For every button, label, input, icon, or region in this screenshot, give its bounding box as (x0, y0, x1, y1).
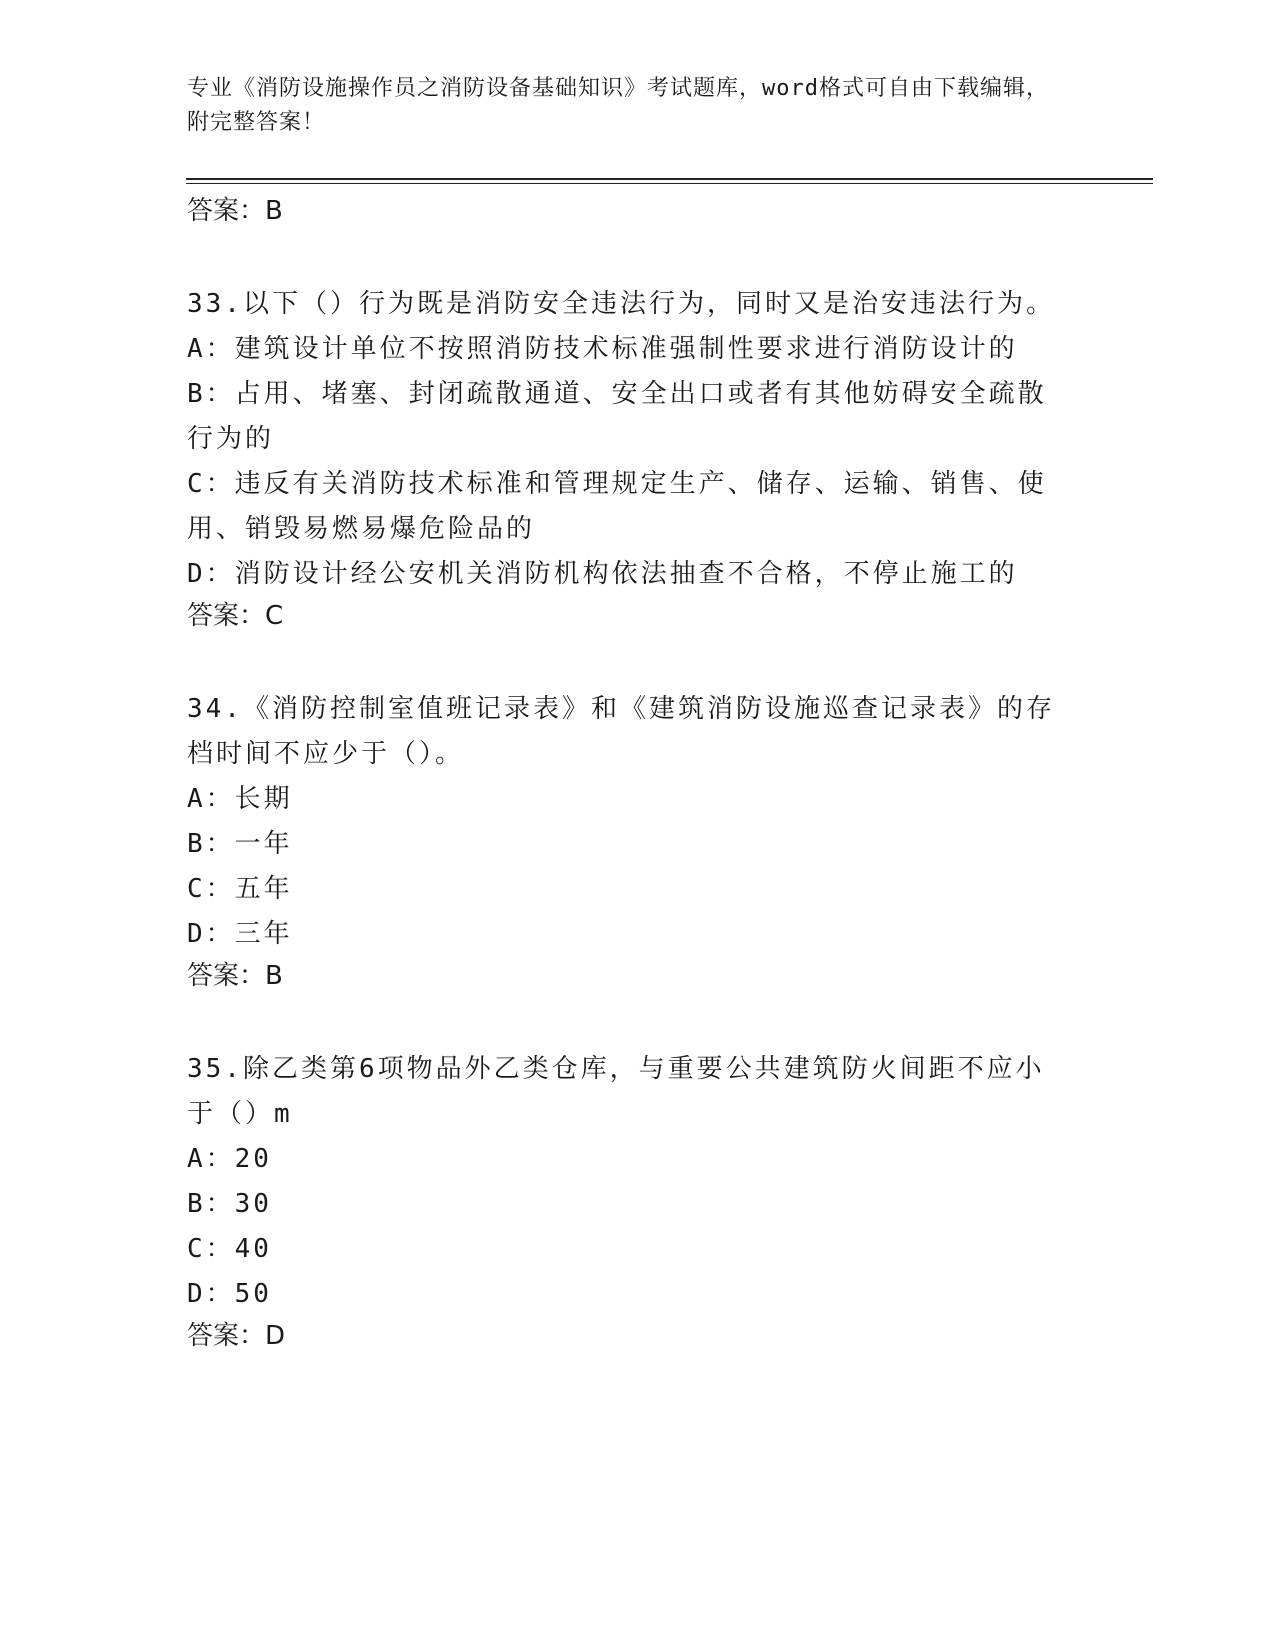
question-content (187, 192, 1067, 1355)
option-c: C：40 (187, 1234, 272, 1264)
page-header: 专业《消防设施操作员之消防设备基础知识》考试题库，word格式可自由下载编辑，附完整答案！ (187, 76, 1049, 135)
option-d: D：50 (187, 1279, 272, 1309)
question-stem: 33.以下（）行为既是消防安全违法行为，同时又是治安违法行为。 (187, 289, 1055, 319)
header-rule-thin (186, 183, 1153, 184)
question-block-34 (187, 687, 1067, 995)
option-a: A：长期 (187, 784, 293, 814)
option-b: B：占用、堵塞、封闭疏散通道、安全出口或者有其他妨碍安全疏散行为的 (187, 379, 1047, 454)
option-b: B：一年 (187, 829, 293, 859)
option-d: D：三年 (187, 919, 293, 949)
option-b: B：30 (187, 1189, 272, 1219)
option-c: C：五年 (187, 874, 293, 904)
answer-line: 答案：B (187, 196, 283, 226)
question-block-35 (187, 1047, 1067, 1355)
option-a: A：20 (187, 1144, 272, 1174)
question-stem: 35.除乙类第6项物品外乙类仓库，与重要公共建筑防火间距不应小于（）m (187, 1054, 1045, 1129)
option-a: A：建筑设计单位不按照消防技术标准强制性要求进行消防设计的 (187, 334, 1018, 364)
option-c: C：违反有关消防技术标准和管理规定生产、储存、运输、销售、使用、销毁易燃易爆危险品的 (187, 469, 1047, 544)
option-d: D：消防设计经公安机关消防机构依法抽查不合格，不停止施工的 (187, 559, 1018, 589)
header-rule (186, 178, 1153, 180)
question-stem: 34.《消防控制室值班记录表》和《建筑消防设施巡查记录表》的存档时间不应少于（）。 (187, 694, 1055, 769)
answer-line: 答案：C (187, 601, 284, 631)
answer-line: 答案：D (187, 1321, 286, 1351)
answer-line: 答案：B (187, 961, 283, 991)
question-block-33 (187, 282, 1067, 635)
